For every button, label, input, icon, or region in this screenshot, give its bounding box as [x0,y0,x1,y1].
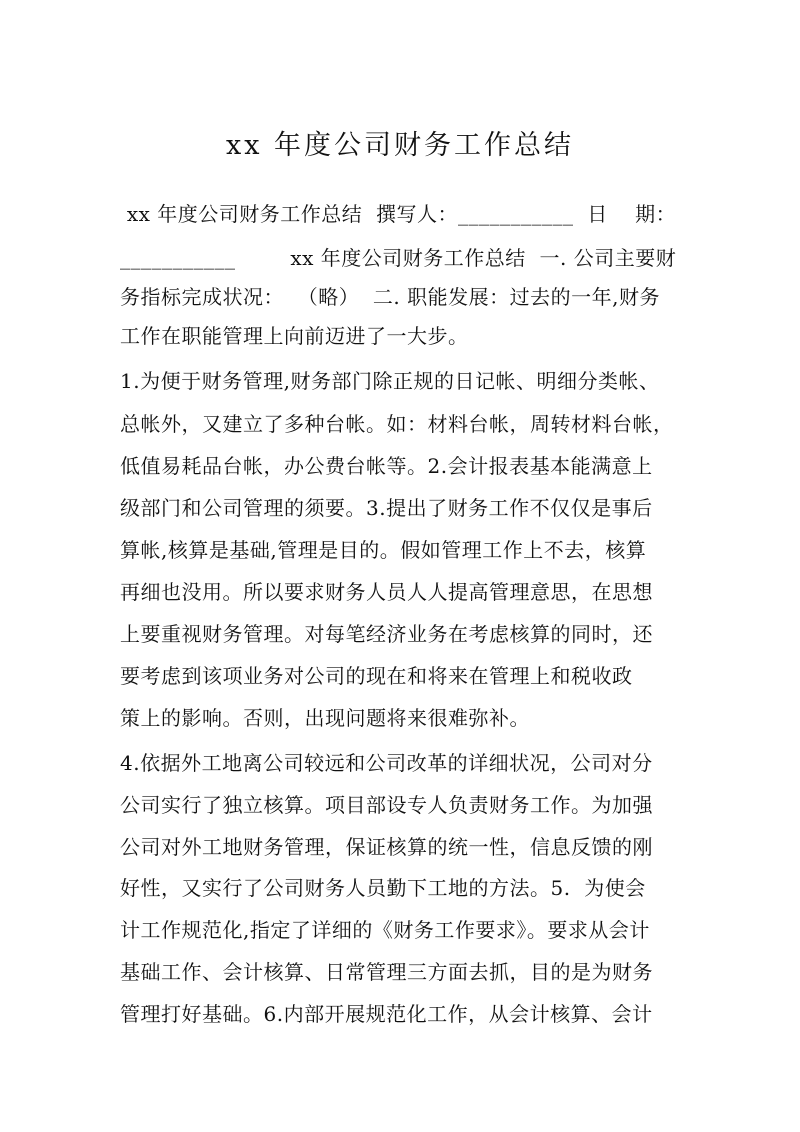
body-line-18: 计工作规范化,指定了详细的《财务工作要求》。要求从会计 [120,918,650,942]
body-line-2: ___________ xx 年度公司财务工作总结 一. 公司主要财 [120,246,677,270]
body-line-17: 好性，又实行了公司财务人员勤下工地的方法。5. 为使会 [120,876,646,900]
body-line-19: 基础工作、会计核算、日常管理三方面去抓，目的是为财务 [120,960,653,984]
body-line-9: 算帐,核算是基础,管理是目的。假如管理工作上不去，核算 [120,538,647,562]
body-line-3: 务指标完成状况： （略） 二. 职能发展：过去的一年,财务 [120,285,661,309]
body-line-15: 公司实行了独立核算。项目部设专人负责财务工作。为加强 [120,793,653,817]
body-line-7: 低值易耗品台帐，办公费台帐等。2.会计报表基本能满意上 [120,454,653,478]
body-line-20: 管理打好基础。6.内部开展规范化工作，从会计核算、会计 [120,1002,653,1026]
body-line-8: 级部门和公司管理的须要。3.提出了财务工作不仅仅是事后 [120,496,653,520]
body-line-6: 总帐外，又建立了多种台帐。如：材料台帐，周转材料台帐， [120,412,674,436]
body-line-16: 公司对外工地财务管理，保证核算的统一性，信息反馈的刚 [120,835,653,859]
body-line-14: 4.依据外工地离公司较远和公司改革的详细状况，公司对分 [120,751,653,775]
body-line-5: 1.为便于财务管理,财务部门除正规的日记帐、明细分类帐、 [120,369,660,393]
body-line-10: 再细也没用。所以要求财务人员人人提高管理意思，在思想 [120,580,653,604]
body-line-11: 上要重视财务管理。对每笔经济业务在考虑核算的同时，还 [120,622,653,646]
body-line-12: 要考虑到该项业务对公司的现在和将来在管理上和税收政 [120,664,633,688]
body-line-13: 策上的影响。否则，出现问题将来很难弥补。 [120,706,530,730]
document-title: xx 年度公司财务工作总结 [225,130,575,161]
body-line-1: xx 年度公司财务工作总结 撰写人：___________ 日 期： [120,202,677,226]
body-line-4: 工作在职能管理上向前迈进了一大步。 [120,324,469,348]
